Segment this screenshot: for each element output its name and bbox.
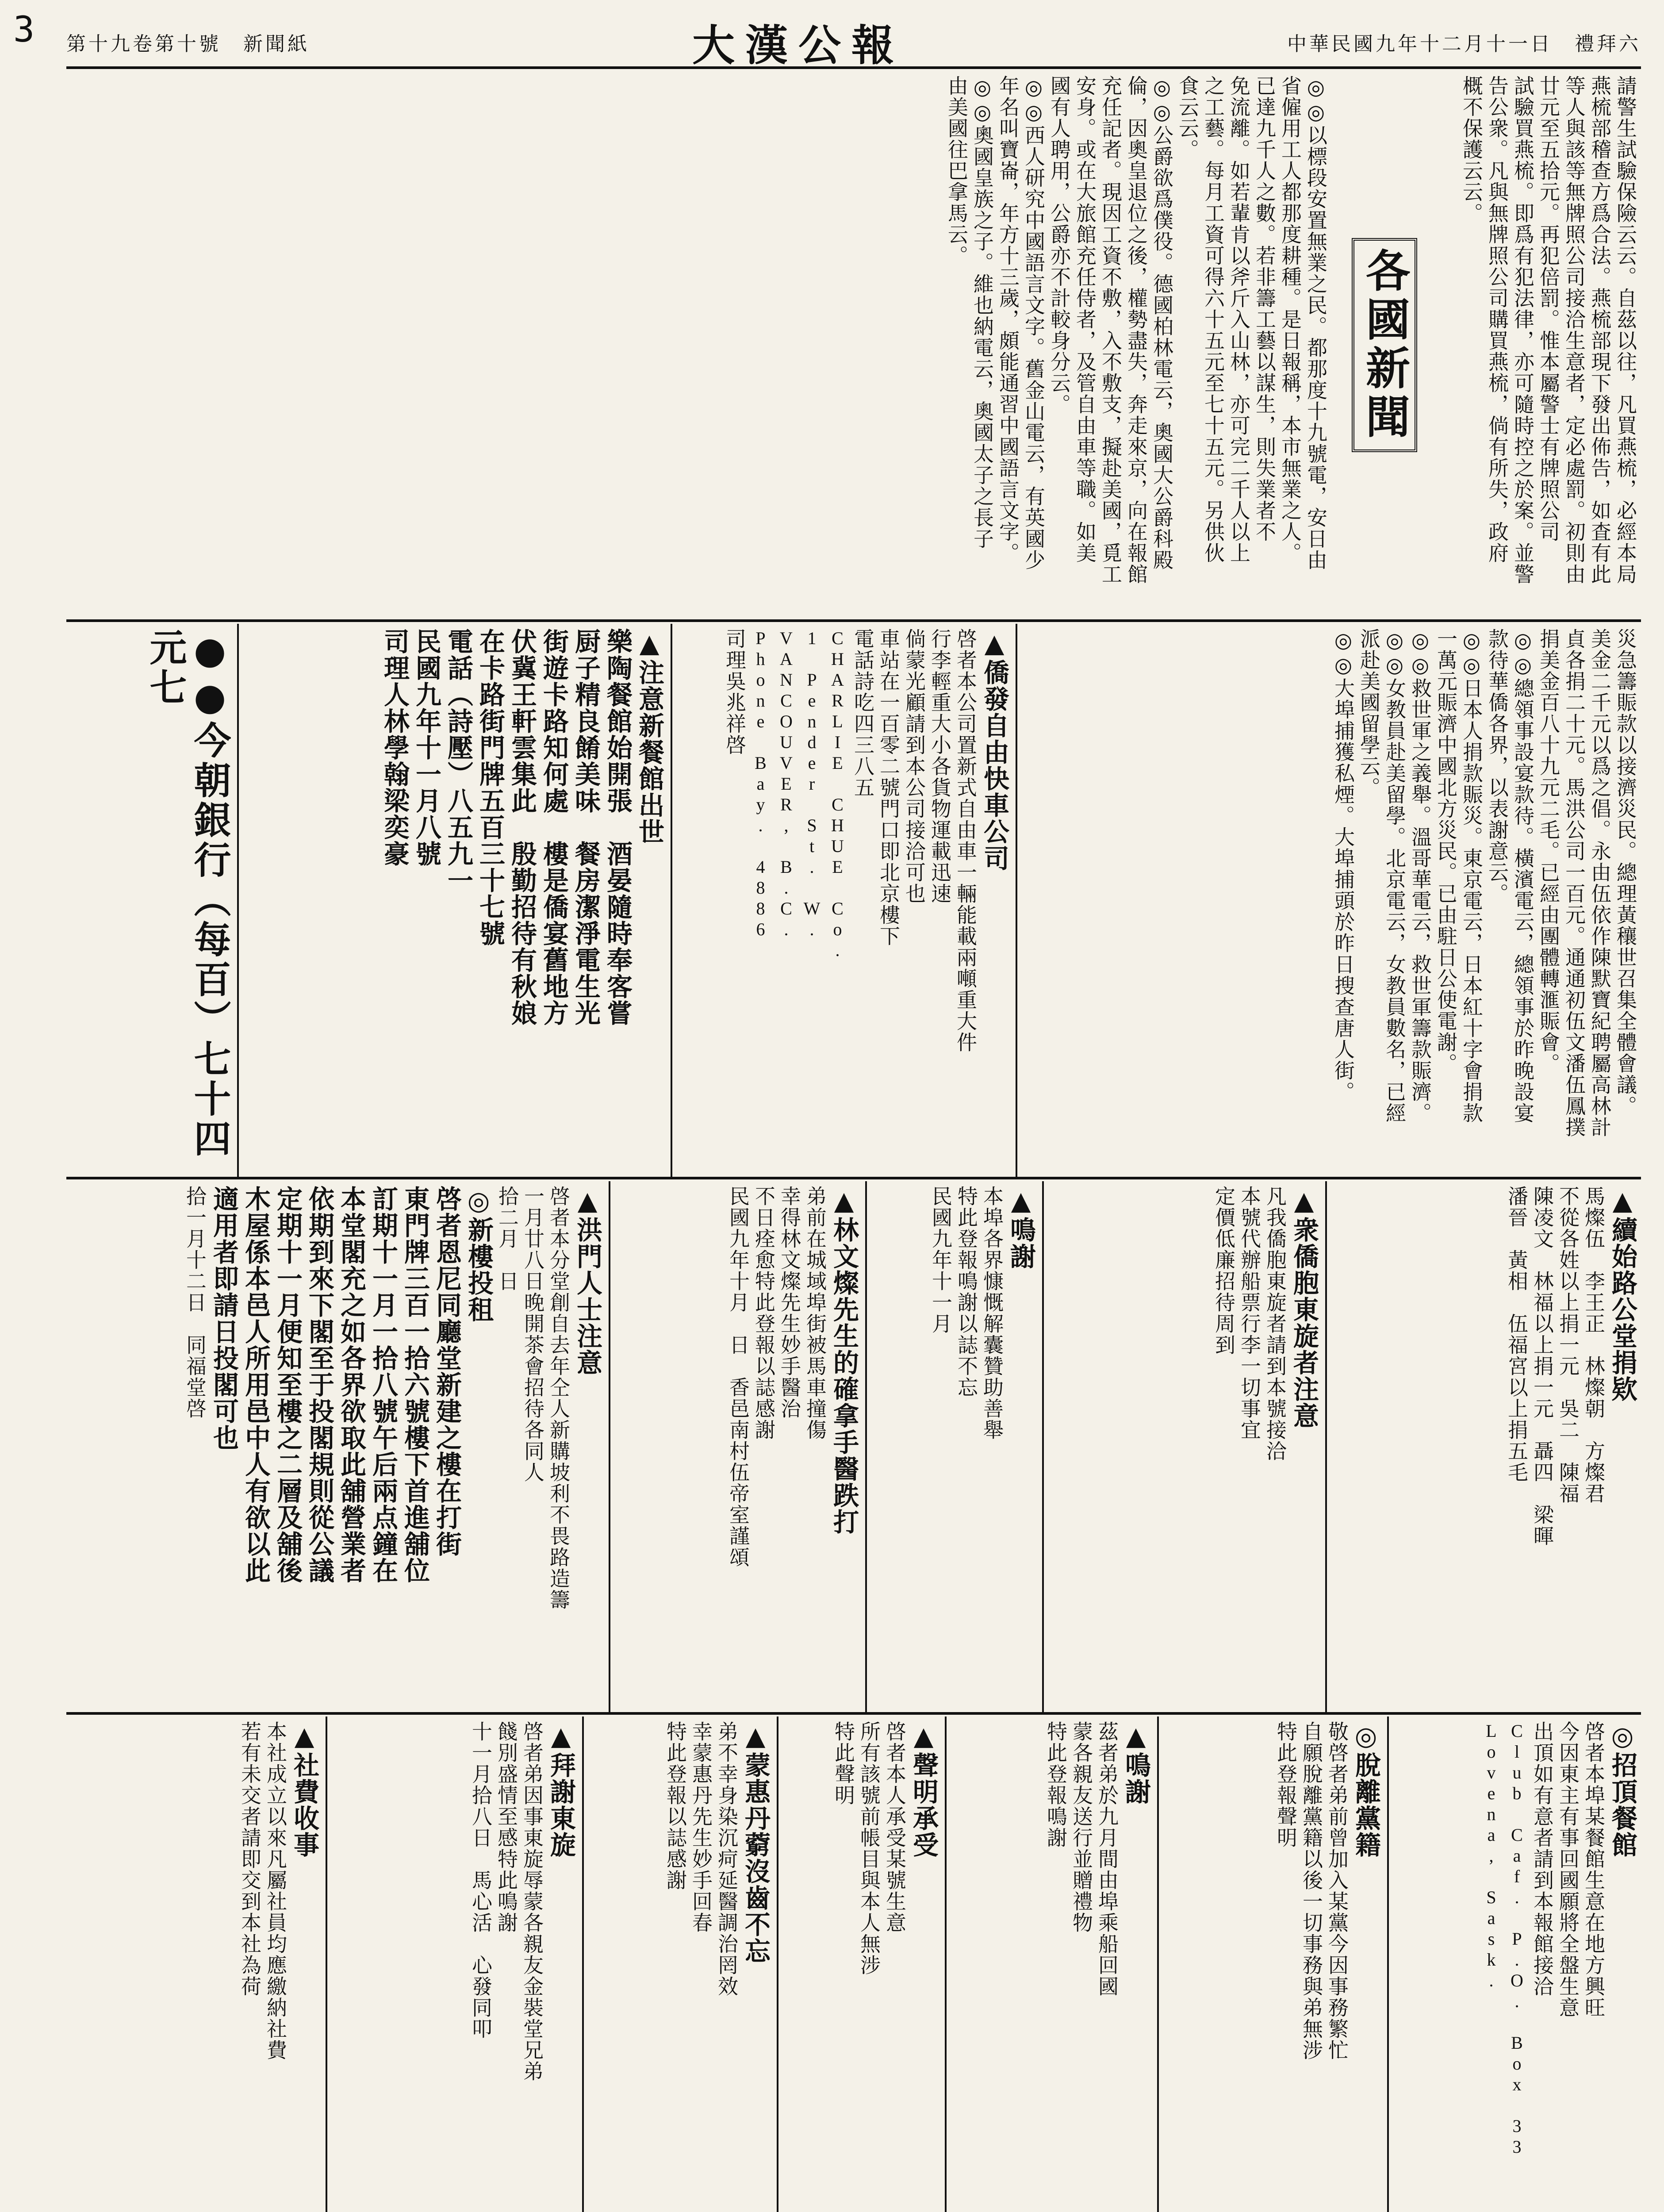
news-line: 免流離。如若輩肯以斧斤入山林，亦可完二千人以上 bbox=[1227, 75, 1251, 564]
thanks-notice bbox=[871, 1181, 1039, 1712]
text-line: 廿元至五拾元。再犯倍罰。惟本屬警士有牌照公司 bbox=[1537, 75, 1560, 542]
notice-line: 特此登報以誌感謝 bbox=[663, 1721, 687, 1891]
band-second bbox=[66, 624, 1641, 1179]
text-line: 等人與該等無牌照公司接洽生意者，定必處罰。初則由 bbox=[1562, 75, 1586, 585]
notice-line: 本埠各界慷慨解囊贊助善舉 bbox=[980, 1186, 1004, 1440]
notice-line: 敬啓者弟前曾加入某黨今因事務繁忙 bbox=[1325, 1721, 1349, 2061]
statement-notice bbox=[783, 1717, 942, 2212]
list-item: 不從各姓以上捐一元 吳二 陳福 bbox=[1556, 1186, 1580, 1504]
notice-line: 依期到來下閣至于投閣規則從公議 bbox=[304, 1186, 334, 1584]
ad-restaurant bbox=[243, 624, 668, 1177]
notice-line: 本號代辦船票行李一切事宜 bbox=[1238, 1186, 1261, 1440]
text-line: 災急籌賑款以接濟災民。總理黃穰世召集全體會議。 bbox=[1614, 628, 1637, 1117]
ad-line: 電話（詩壓）八五九一 bbox=[443, 628, 473, 894]
column-rule bbox=[1387, 1717, 1389, 2212]
notice-title: ▲聲明承受 bbox=[909, 1721, 939, 1858]
band-third bbox=[66, 1181, 1641, 1715]
ad-title: ▲注意新餐館出世 bbox=[634, 628, 664, 845]
notice-line: 定期十一月便知至樓之二層及舖後 bbox=[272, 1186, 303, 1584]
notice-line: 今因東主有事回國願將全盤生意 bbox=[1556, 1721, 1580, 2018]
masthead bbox=[66, 18, 1641, 69]
notice-line: 定價低廉招待周到 bbox=[1212, 1186, 1236, 1356]
list-title: ▲續始路公堂捐欵 bbox=[1607, 1186, 1637, 1402]
news-line: 安身。或在大旅館充任侍者，及管自由車等職。如美 bbox=[1073, 75, 1097, 564]
ad-line: 在卡路街門牌五百三十七號 bbox=[475, 628, 505, 947]
ad-line: 行李輕重大小各貨物運載迅速 bbox=[928, 628, 952, 904]
shipping-notice bbox=[1048, 1181, 1323, 1712]
notice-line: 若有未交者請即交到本社為荷 bbox=[238, 1721, 262, 1997]
news-line: 省僱用工人都那度耕種。是日報稱，本市無業之人。 bbox=[1278, 75, 1302, 564]
notice-title: ▲拜謝東旋 bbox=[546, 1721, 576, 1858]
list-item: 陳凌文 林福以上捐一元 聶四 梁暉 bbox=[1530, 1186, 1554, 1547]
english-phone: Phone Bay. 4886 bbox=[751, 628, 771, 940]
text-line: 款待華僑各界，以表謝意云。 bbox=[1485, 628, 1509, 904]
news-line: ◎◎奧國皇族之子。維也納電云，奧國太子之長子 bbox=[970, 75, 994, 549]
notice-line: 啓者本埠某餐館生意在地方興旺 bbox=[1582, 1721, 1606, 2018]
column-rule bbox=[1157, 1717, 1159, 2212]
farewell-thanks bbox=[332, 1717, 579, 2212]
news-line: ◎◎以標段安置無業之民。都那度十九號電，安日由 bbox=[1304, 75, 1328, 571]
text-line: ◎◎日本人捐款賑災。東京電云，日本紅十字會捐款 bbox=[1460, 628, 1484, 1124]
notice-title: ◎脫離黨籍 bbox=[1351, 1721, 1381, 1858]
notice-line: 適用者即請日投閣可也 bbox=[209, 1186, 239, 1451]
notice-line: 凡我僑胞東旋者請到本號接洽 bbox=[1263, 1186, 1287, 1462]
notice-title: ▲洪門人士注意 bbox=[572, 1186, 602, 1376]
text-line: ◎◎救世軍之義舉。溫哥華電云，救世軍籌款賑濟。 bbox=[1408, 628, 1432, 1124]
column-rule bbox=[671, 624, 672, 1177]
ad-line: 倘蒙光顧請到本公司接洽可也 bbox=[902, 628, 926, 904]
notice-title: ▲社費收事 bbox=[289, 1721, 319, 1858]
notice-column bbox=[1433, 71, 1641, 619]
section-title-box bbox=[1340, 71, 1429, 619]
notice-title: ◎新樓投租 bbox=[464, 1186, 494, 1323]
text-line: 捐美金百八十九元二毛。已經由團體轉滙賑會。 bbox=[1537, 628, 1560, 1074]
notice-line: 特此登報鳴謝以誌不忘 bbox=[955, 1186, 978, 1398]
column-rule bbox=[582, 1717, 584, 2212]
notice-line: 訂期十一月一拾八號午后兩点鐘在 bbox=[368, 1186, 398, 1584]
column-rule bbox=[1042, 1181, 1044, 1712]
masthead-issue: 第十九卷第十號 新聞紙 bbox=[66, 33, 310, 55]
text-line: ◎◎總領事設宴款待。橫濱電云，總領事於昨晚設宴 bbox=[1511, 628, 1535, 1124]
news-line: ◎◎西人研究中國語言文字。舊金山電云，有英國少 bbox=[1022, 75, 1046, 571]
thanks-notice-2 bbox=[951, 1717, 1154, 2212]
news-column bbox=[66, 71, 1331, 619]
news-line: 倫，因奧皇退位之後，權勢盡失，奔走來京，向在報館 bbox=[1124, 75, 1148, 585]
notice-line: 餞別盛情至感特此鳴謝 bbox=[495, 1721, 518, 1933]
masthead-date: 中華民國九年十二月十一日 禮拜六 bbox=[1287, 33, 1641, 55]
english-address: 1 Pender St. W. bbox=[802, 628, 822, 940]
notice-title: ▲林文燦先生的確拿手醫跌打 bbox=[829, 1186, 859, 1535]
ad-date: 民國九年十一月八號 bbox=[411, 628, 441, 867]
ad-line: 車站在一百零二號門口即北京樓下 bbox=[877, 628, 901, 947]
notice-line: 弟前在城域埠街被馬車撞傷 bbox=[803, 1186, 827, 1440]
english-city: VANCOUVER, B.C. bbox=[776, 628, 796, 940]
news-line: 由美國往巴拿馬云。 bbox=[945, 75, 969, 266]
notice-line: 十一月拾八日 馬心活 心發同叩 bbox=[469, 1721, 493, 2039]
notice-line: 啓者本分堂創自去年仝人新購坡利不畏路造籌 bbox=[547, 1186, 571, 1610]
notice-line: 蒙各親友送行並贈禮物 bbox=[1070, 1721, 1093, 1933]
notice-line: 幸得林文燦先生妙手醫治 bbox=[778, 1186, 801, 1419]
ad-line: 伏冀王軒雲集此 殷勤招待有秋娘 bbox=[507, 628, 537, 1026]
ad-line: 樂陶餐館始開張 酒晏隨時奉客嘗 bbox=[602, 628, 633, 1026]
notice-line: 特此登報鳴謝 bbox=[1044, 1721, 1068, 1848]
notice-line: 幸蒙惠丹先生妙手回春 bbox=[689, 1721, 713, 1933]
notice-line: 拾一月十二日 同福堂啓 bbox=[183, 1186, 207, 1419]
band-top bbox=[66, 71, 1641, 622]
restaurant-sale bbox=[1393, 1717, 1641, 2212]
fee-notice bbox=[66, 1717, 323, 2212]
list-item: 馬燦伍 李王正 林燦朝 方燦君 bbox=[1582, 1186, 1606, 1504]
notice-title: ▲衆僑胞東旋者注意 bbox=[1289, 1186, 1319, 1429]
notice-title: ▲蒙惠丹藭沒齒不忘 bbox=[740, 1721, 771, 1964]
news-line: 已達九千人之數。若非籌工藝以謀生，則失業者不 bbox=[1253, 75, 1277, 542]
ad-signature: 司理人林學翰梁奕豪 bbox=[380, 628, 410, 867]
news-line: ◎◎公爵欲爲僕役。德國柏林電云，奧國大公爵科殿 bbox=[1150, 75, 1174, 571]
notice-line: 本堂閣充之如各界欲取此舖營業者 bbox=[336, 1186, 366, 1584]
notice-line: 一月廿八日晚開茶會招待各同人 bbox=[521, 1186, 545, 1483]
text-line: ◎◎女教員赴美留學。北京電云，女教員數名，已經 bbox=[1383, 628, 1407, 1124]
notes-column bbox=[1022, 624, 1641, 1177]
notice-line: 東門牌三百一拾六號樓下首進舖位 bbox=[400, 1186, 430, 1584]
band-fourth bbox=[66, 1717, 1641, 2212]
notice-line: 弟不幸身染沉疴延醫調治罔效 bbox=[715, 1721, 739, 1997]
text-line: 美金二千元以爲之倡。永由伍依作陳默寶紀聘屬高林計 bbox=[1588, 628, 1612, 1138]
notice-line: 特此登報聲明 bbox=[1274, 1721, 1298, 1848]
ad-autocar bbox=[677, 624, 1013, 1177]
masthead-title: 大漢公報 bbox=[692, 20, 905, 70]
exchange-rate bbox=[66, 624, 234, 1177]
text-line: 派赴美國留學云。 bbox=[1357, 628, 1381, 798]
notice-line: 不日痊愈特此登報以誌感謝 bbox=[752, 1186, 776, 1440]
ad-line: 厨子精良餚美味 餐房潔淨電生光 bbox=[571, 628, 601, 1026]
notice-line: 啓者恩尼同廳堂新建之樓在打街 bbox=[432, 1186, 462, 1557]
notice-line: 本社成立以來凡屬社員均應繳納社費 bbox=[264, 1721, 288, 2061]
ad-line: 啓者本公司置新式自由車一輛能載兩噸重大件 bbox=[954, 628, 978, 1053]
ad-title: ▲僑發自由快車公司 bbox=[979, 628, 1009, 872]
notice-line: Club Caf. P.O. Box 33 Lovena, Sask. bbox=[1481, 1721, 1527, 2158]
dentist-notice bbox=[588, 1717, 774, 2212]
notice-line: 民國九年十月 日 香邑南村伍帝室謹頌 bbox=[726, 1186, 750, 1568]
notice-line: 啓者本人承受某號生意 bbox=[883, 1721, 907, 1933]
ad-signature: 司理吳兆祥啓 bbox=[723, 628, 747, 756]
news-line: 充任記者。現因工資不敷，入不敷支，擬赴美國，覓工 bbox=[1099, 75, 1123, 585]
column-rule bbox=[609, 1181, 610, 1712]
notice-line: 茲者弟於九月間由埠乘船回國 bbox=[1095, 1721, 1119, 1997]
notice-line: 啓者弟因事東旋辱蒙各親友金裝堂兄弟 bbox=[520, 1721, 544, 2082]
column-rule bbox=[1325, 1181, 1327, 1712]
news-line: 國有人聘用，公爵亦不計較身分云。 bbox=[1047, 75, 1071, 415]
subscription-list bbox=[1331, 1181, 1641, 1712]
english-name: CHARLIE CHUE Co. bbox=[828, 628, 847, 961]
text-line: 貞各捐二十元。馬洪公司一百元。通通初伍文潘伍鳳撲 bbox=[1562, 628, 1586, 1138]
news-line: 年名叫寶崙，年方十三歲，頗能通習中國語言文字。 bbox=[996, 75, 1020, 564]
text-line: 燕梳部稽查方爲合法。燕梳部現下發出佈告，如査有此 bbox=[1588, 75, 1612, 585]
news-line: 之工藝。每月工資可得六十五元至七十五元。另供伙 bbox=[1201, 75, 1225, 564]
text-line: 請警生試驗保險云云。自茲以往，凡買燕梳，必經本局 bbox=[1614, 75, 1637, 585]
exchange-rate-text: ●●今朝銀行（每百）七十四元七 bbox=[144, 628, 232, 1159]
notice-title: ◎招頂餐館 bbox=[1607, 1721, 1637, 1858]
notice-line: 所有該號前帳目與本人無涉 bbox=[857, 1721, 881, 1976]
leave-party bbox=[1163, 1717, 1384, 2212]
notice-line: 拾二月 日 bbox=[495, 1186, 519, 1292]
column-rule bbox=[945, 1717, 947, 2212]
notice-line: 木屋係本邑人所用邑中人有欲以此 bbox=[241, 1186, 271, 1584]
text-line: 一萬元賑濟中國北方災民。已由駐日公使電謝。 bbox=[1434, 628, 1458, 1074]
notice-title: ▲鳴謝 bbox=[1121, 1721, 1151, 1805]
column-rule bbox=[777, 1717, 778, 2212]
page-number: 3 bbox=[13, 9, 35, 50]
text-line: 告公衆。凡與無牌照公司購買燕梳，倘有所失，政府 bbox=[1485, 75, 1509, 564]
notice-line: 出頂如有意者請到本報館接洽 bbox=[1530, 1721, 1554, 1997]
notice-line: 自願脫離黨籍以後一切事務與弟無涉 bbox=[1300, 1721, 1323, 2061]
column-rule bbox=[865, 1181, 867, 1712]
notice-line: 民國九年十一月 bbox=[929, 1186, 953, 1334]
column-rule bbox=[237, 624, 239, 1177]
text-line: ◎◎大埠捕獲私煙。大埠捕頭於昨日搜查唐人街。 bbox=[1331, 628, 1355, 1102]
column-rule bbox=[326, 1717, 327, 2212]
section-title: 各國新聞 bbox=[1352, 238, 1417, 452]
ad-line: 電話詩吃四三八五 bbox=[851, 628, 875, 798]
text-line: 試驗買燕梳。即爲有犯法律，亦可隨時控之於案。並警 bbox=[1511, 75, 1535, 585]
text-line: 概不保護云云。 bbox=[1460, 75, 1484, 224]
ad-line: 街遊卡路知何處 樓是僑宴舊地方 bbox=[539, 628, 569, 1026]
building-and-hongmen bbox=[66, 1181, 606, 1712]
notice-title: ▲鳴謝 bbox=[1006, 1186, 1036, 1270]
news-line: 食云云。 bbox=[1176, 75, 1200, 160]
column-rule bbox=[1016, 624, 1017, 1177]
notice-line: 特此聲明 bbox=[832, 1721, 855, 1806]
doctor-notice bbox=[615, 1181, 863, 1712]
list-item: 潘晉 黃相 伍福宮以上捐五毛 bbox=[1505, 1186, 1529, 1483]
